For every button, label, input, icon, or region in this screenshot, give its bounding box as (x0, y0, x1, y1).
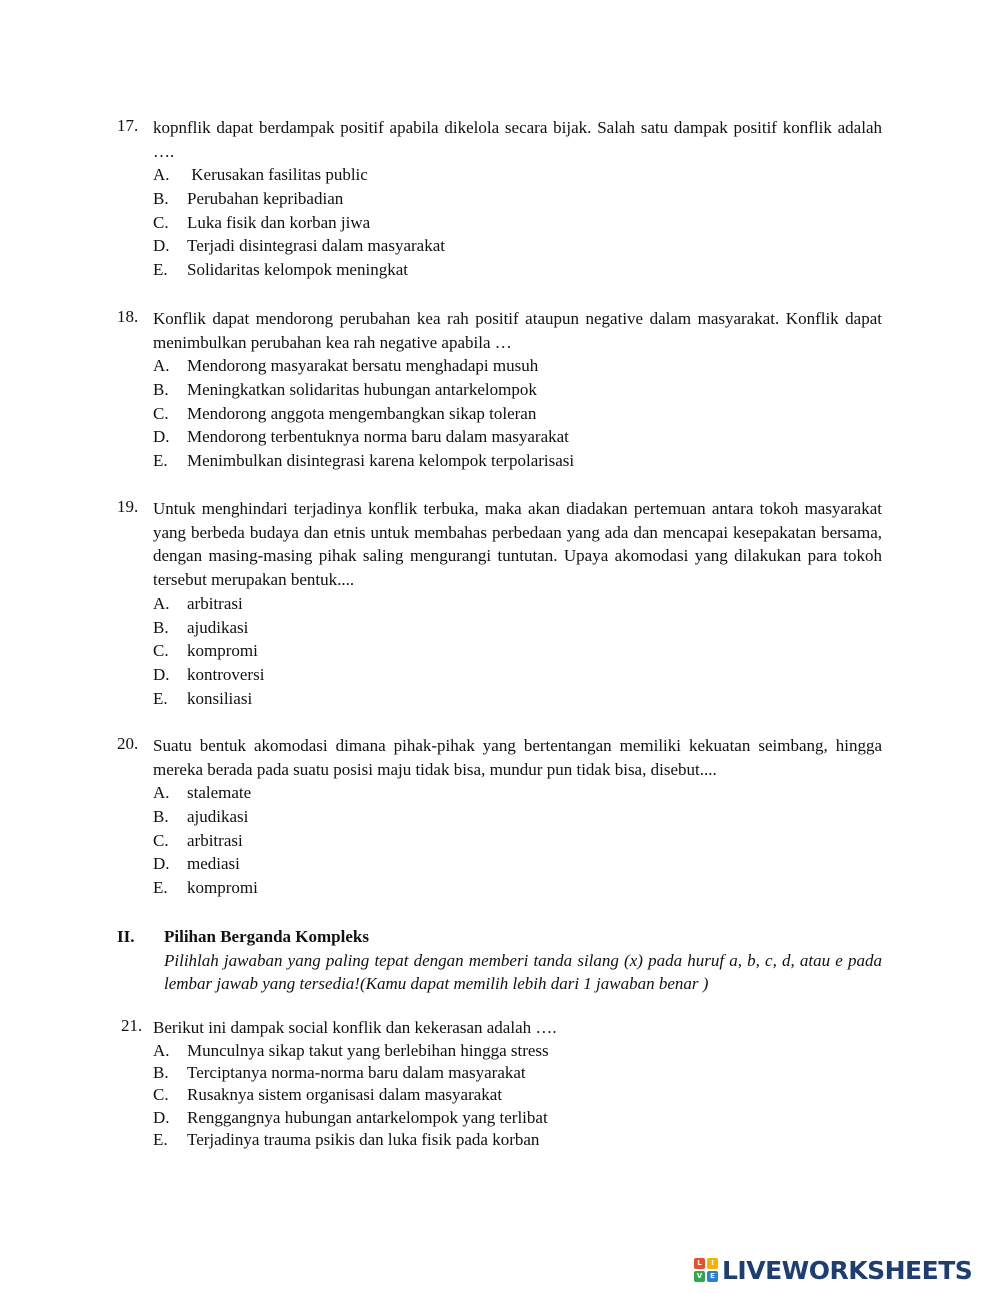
section-instruction: Pilihlah jawaban yang paling tepat dengan memberi tanda silang (x) pada huruf a, b, c, d, atau e pada lembar jawab yang tersedia!(Kamu dapat memilih lebih dari 1 jawaban benar ) (164, 950, 882, 994)
option-a[interactable] (117, 592, 882, 616)
option-text: konsiliasi (187, 688, 253, 708)
question-number: 20. (117, 734, 139, 753)
option-letter: A. (153, 1040, 170, 1060)
option-letter: E. (153, 260, 168, 280)
option-d[interactable] (117, 852, 882, 876)
section-number: II. (117, 927, 135, 946)
logo-tile-v: V (694, 1271, 705, 1282)
option-c[interactable] (117, 402, 882, 426)
logo-tile-e: E (707, 1271, 718, 1282)
option-letter: C. (153, 641, 169, 661)
option-letter: A. (153, 783, 170, 803)
option-letter: E. (153, 1130, 168, 1150)
option-letter: E. (153, 451, 168, 471)
question-text: Konflik dapat mendorong perubahan kea rah positif ataupun negative dalam masyarakat. Konflik dapat menimbulkan perubahan kea rah negative apabila … (153, 309, 882, 352)
section-2-header (117, 925, 882, 996)
option-b[interactable] (121, 1062, 882, 1084)
question-19 (117, 497, 882, 710)
option-text: Meningkatkan solidaritas hubungan antarkelompok (187, 380, 537, 400)
option-list (117, 163, 882, 281)
option-c[interactable] (117, 211, 882, 235)
option-list (117, 781, 882, 899)
option-text: arbitrasi (187, 830, 243, 850)
question-text: kopnflik dapat berdampak positif apabila dikelola secara bijak. Salah satu dampak positif konflik adalah …. (153, 118, 882, 161)
option-text: Terjadi disintegrasi dalam masyarakat (187, 236, 445, 256)
option-e[interactable] (117, 258, 882, 282)
option-letter: A. (153, 356, 170, 376)
option-text: arbitrasi (187, 593, 243, 613)
option-letter: C. (153, 1085, 169, 1105)
option-list (117, 592, 882, 710)
question-number: 18. (117, 307, 139, 326)
liveworksheets-logo[interactable] (694, 1256, 972, 1284)
question-number: 21. (121, 1016, 143, 1035)
question-number: 17. (117, 116, 139, 135)
option-e[interactable] (117, 687, 882, 711)
question-18 (117, 307, 882, 473)
option-letter: D. (153, 854, 170, 874)
question-17 (117, 116, 882, 282)
option-letter: D. (153, 236, 170, 256)
option-b[interactable] (117, 378, 882, 402)
question-number: 19. (117, 497, 139, 516)
option-letter: B. (153, 807, 169, 827)
option-letter: E. (153, 878, 168, 898)
option-text: Mendorong masyarakat bersatu menghadapi musuh (187, 356, 539, 376)
option-e[interactable] (117, 876, 882, 900)
option-b[interactable] (117, 805, 882, 829)
option-a[interactable] (117, 354, 882, 378)
option-text: Menimbulkan disintegrasi karena kelompok terpolarisasi (187, 451, 575, 471)
option-c[interactable] (121, 1084, 882, 1106)
option-b[interactable] (117, 616, 882, 640)
option-e[interactable] (117, 449, 882, 473)
option-letter: D. (153, 664, 170, 684)
option-d[interactable] (121, 1107, 882, 1129)
option-letter: B. (153, 380, 169, 400)
option-text: kompromi (187, 878, 258, 898)
logo-text: LIVEWORKSHEETS (722, 1255, 973, 1285)
question-text: Untuk menghindari terjadinya konflik terbuka, maka akan diadakan pertemuan antara tokoh masyarakat yang berbeda budaya dan etnis untuk membahas perbedaan yang ada dan mencapai kesepakatan bersama, dengan masing-masing pihak saling mengurangi tuntutan. Upaya akomodasi yang dilakukan para tokoh tersebut merupakan bentuk.... (153, 499, 882, 590)
option-text: Mendorong terbentuknya norma baru dalam masyarakat (187, 427, 569, 447)
option-text: Solidaritas kelompok meningkat (187, 260, 408, 280)
option-text: Rusaknya sistem organisasi dalam masyarakat (187, 1085, 503, 1105)
option-list (121, 1040, 882, 1152)
option-a[interactable] (121, 1040, 882, 1062)
option-c[interactable] (117, 829, 882, 853)
option-b[interactable] (117, 187, 882, 211)
option-text: Munculnya sikap takut yang berlebihan hingga stress (187, 1040, 549, 1060)
option-text: ajudikasi (187, 617, 249, 637)
option-text: Renggangnya hubungan antarkelompok yang terlibat (187, 1107, 548, 1127)
question-20 (117, 734, 882, 900)
section-title: Pilihan Berganda Kompleks (164, 927, 369, 946)
question-text: Berikut ini dampak social konflik dan kekerasan adalah …. (153, 1018, 557, 1037)
option-text: Terciptanya norma-norma baru dalam masyarakat (187, 1063, 526, 1083)
option-text: Kerusakan fasilitas public (187, 165, 368, 185)
option-d[interactable] (117, 663, 882, 687)
option-e[interactable] (121, 1129, 882, 1151)
option-letter: E. (153, 688, 168, 708)
option-text: mediasi (187, 854, 240, 874)
question-21 (121, 1016, 882, 1152)
option-letter: A. (153, 593, 170, 613)
logo-tile-i: I (707, 1258, 718, 1269)
option-text: kompromi (187, 641, 258, 661)
liveworksheets-logo-icon (694, 1258, 718, 1282)
option-text: kontroversi (187, 664, 265, 684)
option-d[interactable] (117, 425, 882, 449)
option-a[interactable] (117, 781, 882, 805)
logo-tile-l: L (694, 1258, 705, 1269)
option-letter: B. (153, 1063, 169, 1083)
option-letter: C. (153, 830, 169, 850)
question-text: Suatu bentuk akomodasi dimana pihak-pihak yang bertentangan memiliki kekuatan seimbang, hingga mereka berada pada suatu posisi maju tidak bisa, mundur pun tidak bisa, disebut.... (153, 736, 882, 779)
option-text: Perubahan kepribadian (187, 189, 344, 209)
option-letter: D. (153, 427, 170, 447)
option-letter: C. (153, 403, 169, 423)
option-letter: B. (153, 189, 169, 209)
option-text: Terjadinya trauma psikis dan luka fisik pada korban (187, 1130, 540, 1150)
option-letter: D. (153, 1107, 170, 1127)
option-letter: B. (153, 617, 169, 637)
option-letter: A. (153, 165, 170, 185)
option-text: Mendorong anggota mengembangkan sikap toleran (187, 403, 537, 423)
option-letter: C. (153, 212, 169, 232)
option-d[interactable] (117, 234, 882, 258)
option-text: stalemate (187, 783, 252, 803)
option-a[interactable] (117, 163, 882, 187)
option-text: ajudikasi (187, 807, 249, 827)
option-c[interactable] (117, 639, 882, 663)
option-list (117, 354, 882, 472)
option-text: Luka fisik dan korban jiwa (187, 212, 371, 232)
